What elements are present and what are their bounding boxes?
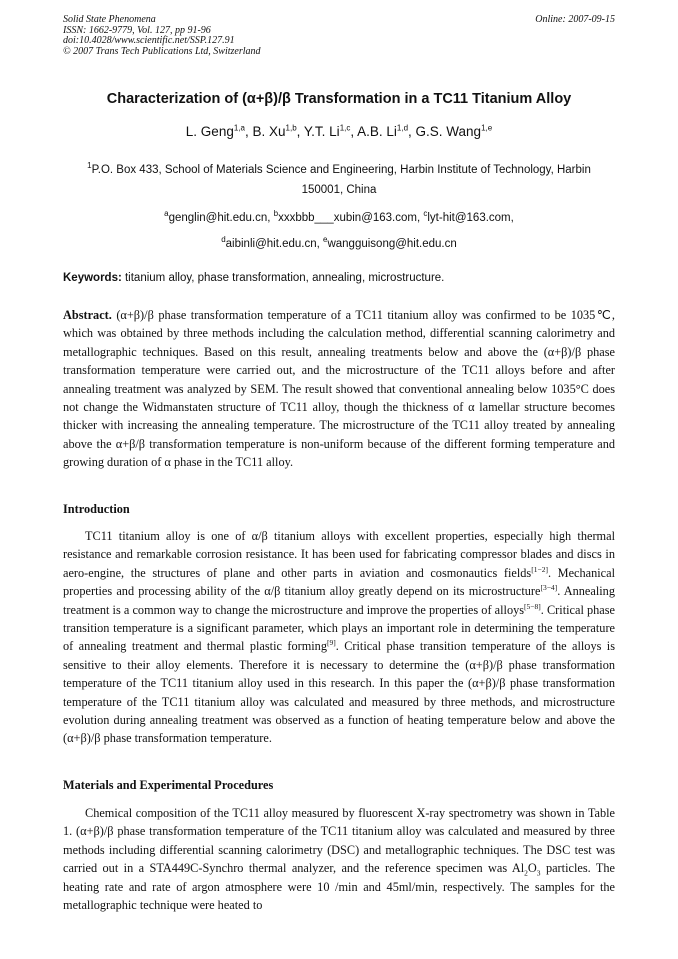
author-sup: 1,b: [285, 123, 297, 133]
author-sup: 1,a: [233, 123, 245, 133]
author-name: G.S. Wang: [415, 124, 482, 139]
author-sup: 1,d: [396, 123, 409, 133]
email-line: $^a$genglin@hit.edu.cn, $^b$xxxbbb___xubin@163.com, $^c$lyt-hit@163.com,: [164, 209, 514, 224]
author-name: B. Xu: [252, 124, 286, 139]
email-line: $^d$aibinli@hit.edu.cn, $^e$wangguisong@hit.edu.cn: [221, 235, 457, 250]
citation-ref[interactable]: [5−8]: [524, 601, 541, 611]
materials-text: O: [527, 861, 537, 876]
email-list: [0, 205, 678, 257]
subscript: 3: [536, 868, 541, 878]
email-address[interactable]: genglin@hit.edu.cn: [168, 212, 268, 224]
citation-ref[interactable]: [9]: [326, 638, 336, 648]
doi-line: doi:10.4028/www.scientific.net/SSP.127.91: [63, 35, 235, 46]
email-address[interactable]: wangguisong@hit.edu.cn: [327, 238, 457, 250]
journal-name: Solid State Phenomena: [63, 14, 156, 25]
issn-line: ISSN: 1662-9779, Vol. 127, pp 91-96: [63, 24, 211, 36]
online-date: Online: 2007-09-15: [535, 14, 615, 25]
email-sup: b: [273, 209, 279, 219]
author-name: L. Geng: [185, 124, 234, 139]
author-list: L. Geng$^{1,a}$, B. Xu$^{1,b}$, Y.T. Li$^{1,c}$, A.B. Li$^{1,d}$, G.S. Wang$^{1,e}$: [185, 123, 493, 139]
materials-paragraph: [63, 804, 615, 914]
abstract: [63, 306, 615, 472]
author-sup: 1,e: [481, 123, 493, 133]
author-sup: 1,c: [339, 123, 351, 133]
keywords-label: Keywords:: [63, 272, 122, 284]
intro-text: . Mechanical properties and processing ability of the α/β titanium alloy greatly depend on its microstructure: [63, 565, 615, 599]
affiliation: [80, 160, 598, 200]
copyright-line: © 2007 Trans Tech Publications Ltd, Switzerland: [63, 45, 261, 57]
subscript: 2: [524, 868, 528, 878]
citation-ref[interactable]: [3−4]: [540, 583, 558, 593]
keywords-text: titanium alloy, phase transformation, annealing, microstructure.: [121, 272, 445, 284]
affiliation-sup: 1: [87, 161, 92, 171]
email-address[interactable]: aibinli@hit.edu.cn: [225, 238, 317, 250]
intro-text: . Critical phase transition temperature of the alloys is sensitive to their alloy elements. Therefore it is necessary to determine the (α+β)/β phase transformation temperature of the TC11 titanium alloy used in this research. In this paper the (α+β)/β phase transformation temperature of the TC11 titanium alloy was calculated and measured by three methods, and microstructure evolution during annealing treatment was observed as a function of heating temperature below and above the (α+β)/β phase transformation temperature.: [63, 639, 615, 746]
intro-text: . Annealing treatment is a common way to change the microstructure and improve the properties of alloys: [63, 584, 615, 617]
introduction-paragraph: [63, 527, 615, 748]
intro-text: TC11 titanium alloy is one of α/β titanium alloys with excellent properties, especially high thermal resistance and remarkable corrosion resistance. It has been used for fabricating compressor blades and discs in aero-engine, the structures of plane and other parts in aviation and cosmonautics fields: [63, 529, 615, 580]
email-sup: a: [164, 209, 169, 219]
introduction-heading: Introduction: [63, 502, 130, 516]
citation-ref[interactable]: [1−2]: [531, 564, 548, 574]
abstract-text: (α+β)/β phase transformation temperature of a TC11 titanium alloy was confirmed to be 1035℃, which was obtained by three methods including the calculation method, differential scanning calorimetry and metallographic techniques. Based on this result, annealing treatments below and above the (α+β)/β phase transformation temperature were carried out, and the microstructure of the TC11 alloys before and after annealing treatment was analyzed by SEM. The result showed that conventional annealing below 1035°C does not change the Widmanstaten structure of TC11 alloy, though the thickness of α lamellar structure becomes thicker with increasing the annealing temperature. The microstructure of the TC11 alloy treated by annealing above the α+β/β transformation temperature is non-uniform because of the different forming temperature and growing duration of α phase in the TC11 alloy.: [63, 308, 615, 470]
email-address[interactable]: xxxbbb___xubin@163.com: [278, 212, 417, 224]
author-name: Y.T. Li: [303, 124, 340, 139]
author-name: A.B. Li: [357, 124, 397, 139]
materials-text: Chemical composition of the TC11 alloy measured by fluorescent X-ray spectrometry was shown in Table 1. (α+β)/β phase transformation temperature of the TC11 titanium alloy was calculated and measured by three methods including differential scanning calorimetry (DSC) and metallographic techniques. The DSC test was carried out in a STA449C-Synchro thermal analyzer, and the reference specimen was Al: [63, 806, 615, 876]
intro-text: . Critical phase transition temperature is a significant parameter, which plays an important role in determining the temperature of annealing treatment and thermal plastic forming: [63, 602, 615, 654]
materials-heading: Materials and Experimental Procedures: [63, 778, 274, 792]
abstract-label: Abstract.: [63, 308, 112, 322]
email-address[interactable]: lyt-hit@163.com: [427, 212, 511, 224]
email-sup: c: [423, 209, 428, 219]
affiliation-text: P.O. Box 433, School of Materials Science and Engineering, Harbin Institute of Technology, Harbin 150001, China: [91, 164, 591, 196]
journal-header: [63, 15, 261, 57]
email-sup: e: [323, 235, 328, 245]
email-sup: d: [221, 235, 226, 245]
materials-text: particles. The heating rate and rate of argon atmosphere were 10 /min and 45ml/min, respectively. The samples for the metallographic technique were heated to: [63, 861, 615, 913]
paper-title: Characterization of (α+β)/β Transformation in a TC11 Titanium Alloy: [106, 91, 572, 107]
keywords: [63, 272, 615, 284]
